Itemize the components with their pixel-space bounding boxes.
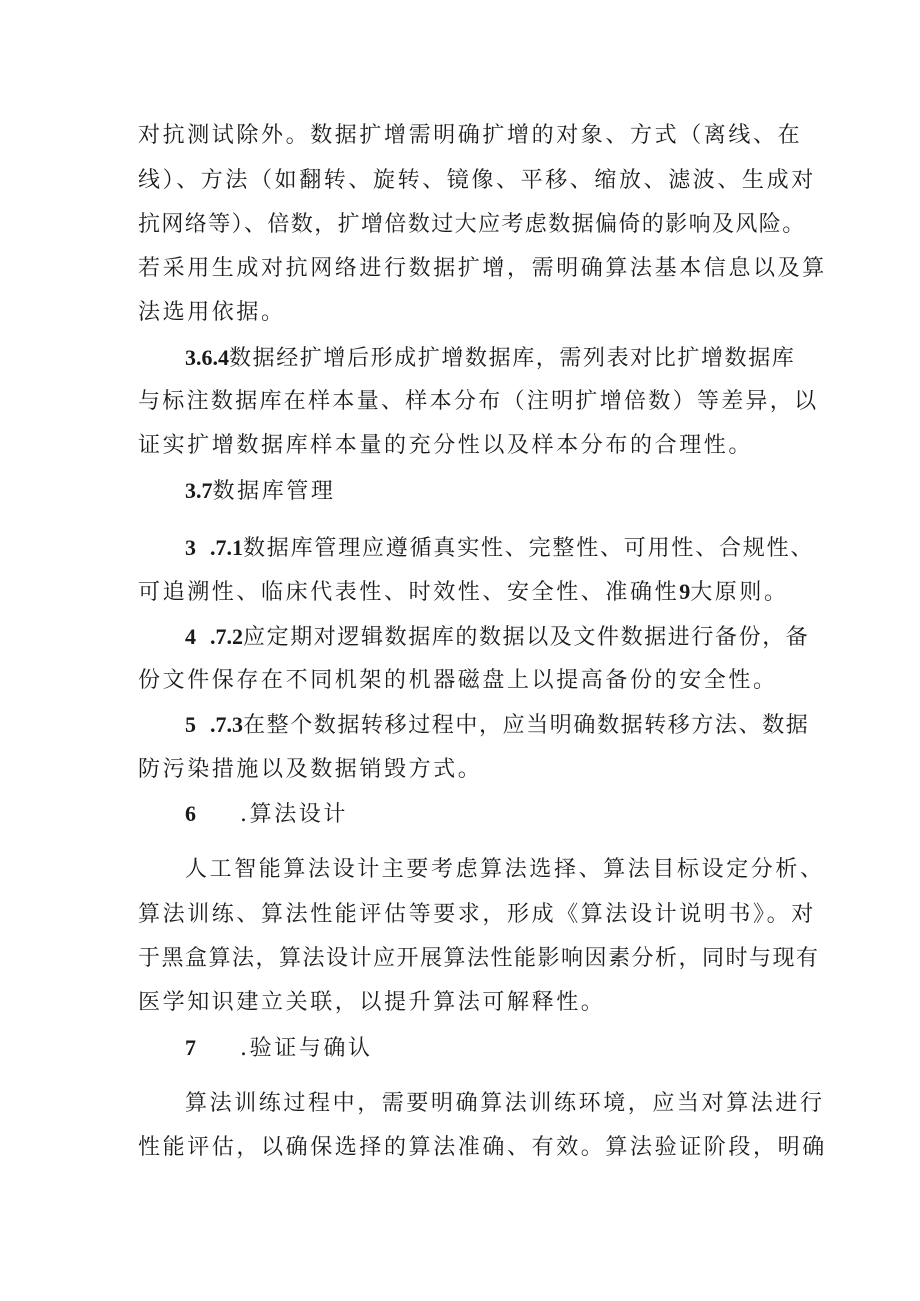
section-heading-6 (185, 799, 348, 830)
section-number-part: 5 (185, 712, 196, 737)
section-3-7-1-paragraph (185, 533, 814, 564)
body-text: 应定期对逻辑数据库的数据以及文件数据进行备份，备 (243, 625, 810, 650)
section-title: .算法设计 (240, 802, 348, 827)
section-number: 3.6.4 (185, 345, 229, 370)
body-text: 在整个数据转移过程中，应当明确数据转移方法、数据 (243, 713, 810, 738)
section-3-7-2-paragraph (185, 622, 809, 653)
body-text-line (138, 577, 789, 608)
body-text-line: 人工智能算法设计主要考虑算法选择、算法目标设定分析、 (185, 857, 825, 882)
section-number: 6 (185, 801, 196, 826)
body-text: 可追溯性、临床代表性、时效性、安全性、准确性 (138, 580, 680, 605)
section-number-part: .7.1 (210, 535, 243, 560)
section-heading-3-7 (185, 476, 336, 507)
section-number: 7 (185, 1035, 196, 1060)
body-text: 大原则。 (690, 580, 789, 605)
body-text: 数据经扩增后形成扩增数据库，需列表对比扩增数据库 (229, 346, 796, 371)
body-text-line: 性能评估，以确保选择的算法准确、有效。算法验证阶段，明确 (138, 1135, 827, 1160)
body-text-line: 于黑盒算法，算法设计应开展算法性能影响因素分析，同时与现有 (138, 946, 820, 971)
section-title: 数据库管理 (212, 479, 336, 504)
section-3-6-4-paragraph (185, 343, 795, 374)
section-number-part: .7.2 (210, 624, 243, 649)
body-text-line: 对抗测试除外。数据扩增需明确扩增的对象、方式（离线、在 (138, 123, 803, 148)
body-text-line: 份文件保存在不同机架的机器磁盘上以提高备份的安全性。 (138, 668, 778, 693)
section-3-7-3-paragraph (185, 710, 809, 741)
body-text-line: 医学知识建立关联，以提升算法可解释性。 (138, 990, 606, 1015)
body-text: 数据库管理应遵循真实性、完整性、可用性、合规性、 (243, 536, 815, 561)
section-number-part: .7.3 (210, 712, 243, 737)
body-text-line: 算法训练、算法性能评估等要求，形成《算法设计说明书》。对 (138, 902, 816, 927)
body-text-line: 防污染措施以及数据销毁方式。 (138, 757, 483, 782)
body-text-line: 法选用依据。 (138, 300, 286, 325)
inline-number: 9 (679, 579, 691, 604)
body-text-line: 证实扩增数据库样本量的充分性以及样本分布的合理性。 (138, 433, 754, 458)
body-text-line: 算法训练过程中，需要明确算法训练环境，应当对算法进行 (185, 1091, 825, 1116)
section-number: 3.7 (185, 478, 213, 503)
body-text-line: 抗网络等）、倍数，扩增倍数过大应考虑数据偏倚的影响及风险。 (138, 212, 806, 237)
section-title: .验证与确认 (240, 1036, 373, 1061)
section-heading-7 (185, 1033, 373, 1064)
body-text-line: 与标注数据库在样本量、样本分布（注明扩增倍数）等差异，以 (138, 389, 819, 414)
section-number-part: 4 (185, 624, 196, 649)
section-number-part: 3 (185, 535, 196, 560)
body-text-line: 若采用生成对抗网络进行数据扩增，需明确算法基本信息以及算 (138, 256, 827, 281)
body-text-line: 线）、方法（如翻转、旋转、镜像、平移、缩放、滤波、生成对 (138, 168, 816, 193)
